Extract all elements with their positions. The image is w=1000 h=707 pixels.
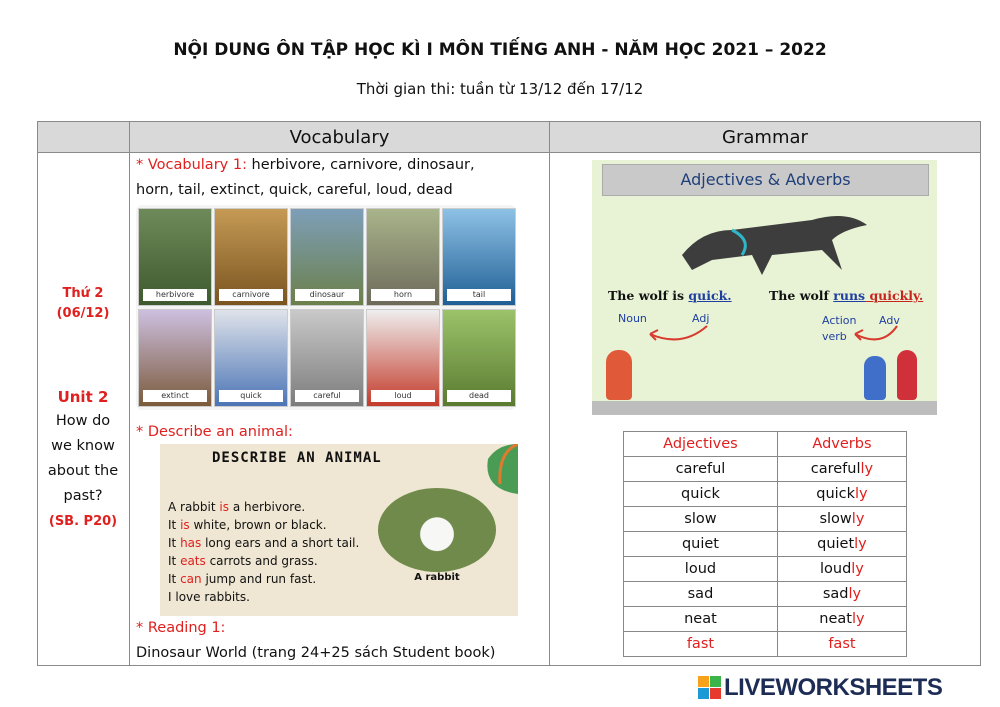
grammar-header: Grammar <box>550 122 981 153</box>
tile-label: careful <box>295 390 359 402</box>
rabbit-image <box>378 488 496 572</box>
vocabulary-1-line <box>136 157 475 173</box>
adverb-stem: careful <box>810 461 861 477</box>
tile-label: carnivore <box>219 289 283 301</box>
adverb-suffix: ly <box>851 611 865 627</box>
adverb-stem: slow <box>819 511 852 527</box>
adjective-cell: fast <box>624 632 778 657</box>
vocabulary-1-words-a: herbivore, carnivore, dinosaur, <box>246 157 475 173</box>
adverb-cell <box>777 582 906 607</box>
table-row <box>624 632 907 657</box>
adverb-suffix: ly <box>855 486 868 502</box>
whale-tail-image <box>442 208 516 306</box>
adverb-cell <box>777 507 906 532</box>
adverb-cell <box>777 457 906 482</box>
sentence-adjective-word: quick. <box>688 288 732 303</box>
elephant-image <box>138 208 212 306</box>
describe-animal-card <box>160 444 518 616</box>
adjective-cell: neat <box>624 607 778 632</box>
reading-1-label: * Reading 1: <box>136 620 226 636</box>
adverb-suffix: ly <box>851 561 864 577</box>
child-backpack-image <box>897 350 917 400</box>
adverb-suffix: ly <box>860 461 874 477</box>
describe-verb: has <box>180 536 202 550</box>
table-row <box>624 482 907 507</box>
rhino-image <box>366 208 440 306</box>
sentence-part: The wolf <box>769 288 834 303</box>
describe-verb: is <box>180 518 190 532</box>
describe-text: It <box>168 518 181 532</box>
adverb-suffix: ly <box>854 536 867 552</box>
wolf-icon <box>672 200 872 280</box>
unit-question-2: we know <box>51 438 115 454</box>
adv-label: Adv <box>879 314 900 327</box>
unit-question-3: about the <box>47 463 119 479</box>
liveworksheets-logo-icon <box>698 676 722 700</box>
adverb-cell: fast <box>777 632 906 657</box>
vocabulary-1-words-b: horn, tail, extinct, quick, careful, loud, dead <box>136 182 453 198</box>
describe-verb: can <box>180 572 202 586</box>
describe-line-3 <box>168 536 359 550</box>
tile-label: loud <box>371 390 435 402</box>
sentence-adjective <box>608 288 732 303</box>
tile-label: horn <box>371 289 435 301</box>
adverb-cell <box>777 482 906 507</box>
lesson-date: (06/12) <box>56 306 110 321</box>
describe-verb: eats <box>180 554 206 568</box>
table-row <box>624 507 907 532</box>
adjectives-adverbs-illustration <box>592 160 937 415</box>
describe-text: It <box>168 536 181 550</box>
adverb-suffix: ly <box>851 511 865 527</box>
dead-insect-image <box>442 309 516 407</box>
adjective-cell: sad <box>624 582 778 607</box>
adjectives-column-header: Adjectives <box>624 432 778 457</box>
table-row <box>624 582 907 607</box>
table-row <box>624 532 907 557</box>
crossing-road-image <box>290 309 364 407</box>
adverb-suffix: ly <box>848 586 862 602</box>
child-wheelchair-image <box>606 350 632 400</box>
table-row <box>624 607 907 632</box>
liveworksheets-logo: LIVEWORKSHEETS <box>724 674 943 701</box>
adverb-stem: loud <box>819 561 852 577</box>
child-walking-image <box>864 356 886 400</box>
adverbs-column-header: Adverbs <box>777 432 906 457</box>
describe-text: A rabbit <box>168 500 220 514</box>
arrow-icon <box>642 322 712 346</box>
arrow-icon <box>847 322 907 346</box>
describe-text: jump and run fast. <box>201 572 317 586</box>
describe-animal-label: * Describe an animal: <box>136 424 293 440</box>
describe-text: white, brown or black. <box>189 518 327 532</box>
vocabulary-1-label: * Vocabulary 1: <box>136 157 247 173</box>
describe-line-1 <box>168 500 305 514</box>
lesson-day: Thứ 2 <box>62 286 104 301</box>
describe-animal-title: DESCRIBE AN ANIMAL <box>212 450 382 466</box>
lesson-cell <box>38 153 130 666</box>
road-strip <box>592 401 937 415</box>
page-title: NỘI DUNG ÔN TẬP HỌC KÌ I MÔN TIẾNG ANH - NĂM HỌC 2021 – 2022 <box>173 40 827 60</box>
noun-label: Noun <box>618 312 647 325</box>
adverb-stem: sad <box>822 586 849 602</box>
sentence-verb-word: runs <box>833 288 866 303</box>
reading-1-text: Dinosaur World (trang 24+25 sách Student book) <box>136 645 496 661</box>
tile-label: dinosaur <box>295 289 359 301</box>
tile-label: herbivore <box>143 289 207 301</box>
vocabulary-image-grid <box>136 205 516 410</box>
sentence-adverb <box>769 288 923 303</box>
unit-question-4: past? <box>63 488 103 504</box>
describe-text: It <box>168 554 181 568</box>
rabbit-caption: A rabbit <box>414 572 460 583</box>
header-empty-cell <box>38 122 130 153</box>
megaphone-image <box>366 309 440 407</box>
illustration-banner: Adjectives & Adverbs <box>602 164 929 196</box>
adverb-stem: quiet <box>817 536 855 552</box>
tile-label: dead <box>447 390 511 402</box>
student-book-ref: (SB. P20) <box>48 514 118 529</box>
table-row <box>624 457 907 482</box>
describe-line-4 <box>168 554 318 568</box>
adverb-cell <box>777 557 906 582</box>
dinosaur-image <box>290 208 364 306</box>
unit-label: Unit 2 <box>57 388 109 406</box>
tile-label: tail <box>447 289 511 301</box>
adverb-stem: neat <box>819 611 852 627</box>
leopard-image <box>214 208 288 306</box>
adjective-cell: quick <box>624 482 778 507</box>
describe-line-5 <box>168 572 316 586</box>
page-subtitle: Thời gian thi: tuần từ 13/12 đến 17/12 <box>356 80 644 98</box>
adjective-cell: slow <box>624 507 778 532</box>
adjective-cell: quiet <box>624 532 778 557</box>
action-label: Action <box>822 314 857 327</box>
describe-text: It <box>168 572 181 586</box>
leaf-decoration-icon <box>478 444 518 494</box>
describe-text: carrots and grass. <box>205 554 318 568</box>
describe-line-2 <box>168 518 327 532</box>
adjectives-adverbs-table <box>623 431 907 657</box>
adjective-cell: loud <box>624 557 778 582</box>
mammoth-image <box>138 309 212 407</box>
table-row <box>624 557 907 582</box>
sentence-adverb-word: quickly. <box>865 288 924 303</box>
adjective-cell: careful <box>624 457 778 482</box>
verb-label: verb <box>822 330 847 343</box>
adverb-cell <box>777 532 906 557</box>
describe-text: long ears and a short tail. <box>201 536 360 550</box>
describe-line-6: I love rabbits. <box>168 590 250 604</box>
describe-verb: is <box>219 500 229 514</box>
adj-label: Adj <box>692 312 710 325</box>
describe-text: a herbivore. <box>229 500 306 514</box>
unit-question-1: How do <box>55 413 111 429</box>
tile-label: extinct <box>143 390 207 402</box>
adverb-cell <box>777 607 906 632</box>
vocabulary-header: Vocabulary <box>130 122 550 153</box>
sentence-part: The wolf is <box>608 288 689 303</box>
adverb-stem: quick <box>816 486 856 502</box>
running-kids-image <box>214 309 288 407</box>
tile-label: quick <box>219 390 283 402</box>
